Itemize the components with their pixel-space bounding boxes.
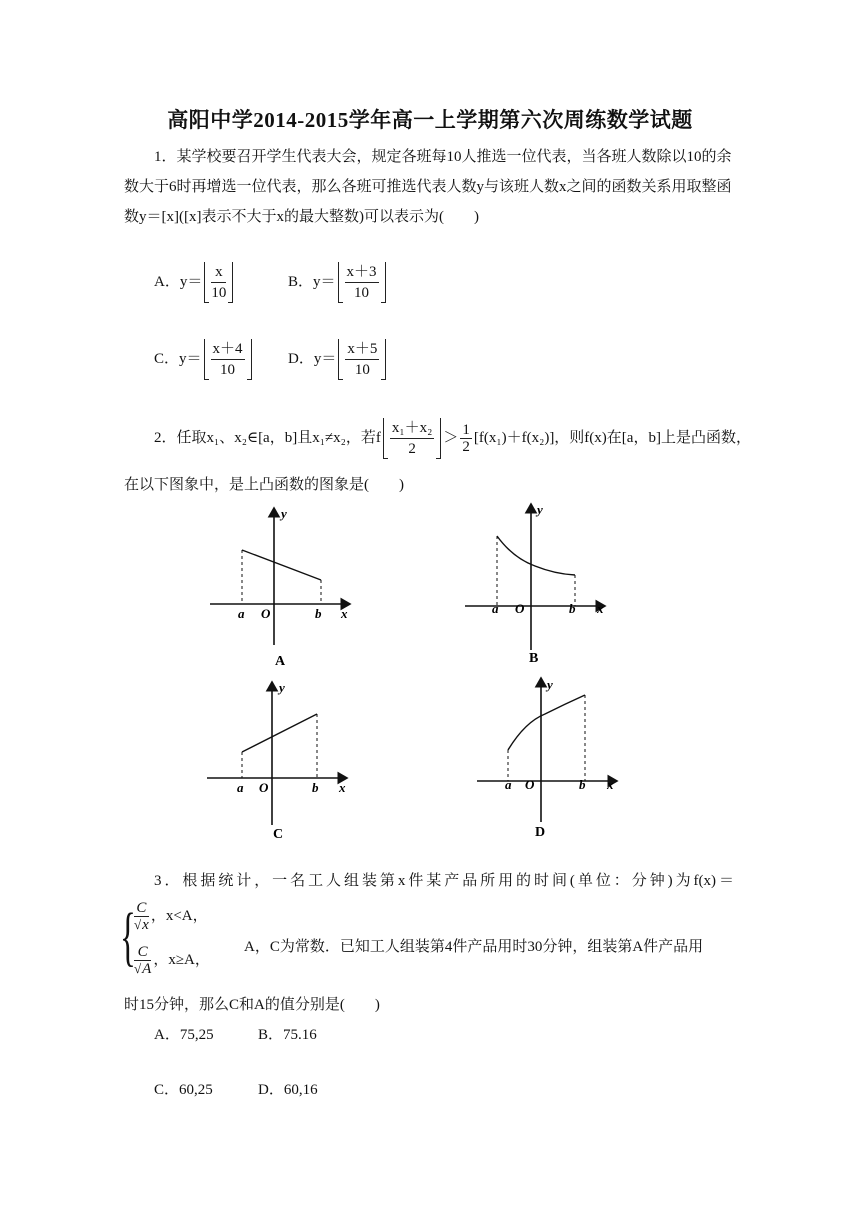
- option-label: C．y＝: [154, 350, 202, 367]
- q2-prefix: 2．任取x₁、x₂∈[a，b]且x₁≠x₂，若f: [154, 429, 381, 446]
- origin-label: O: [259, 780, 269, 795]
- brace-icon: {: [120, 900, 136, 973]
- b-label: b: [579, 777, 586, 792]
- y-label: y: [547, 677, 553, 692]
- fraction-numerator: x₁＋x₂: [390, 418, 434, 439]
- q3-option-a[interactable]: A．75,25: [154, 1027, 214, 1043]
- fraction-denominator: 10: [211, 285, 227, 301]
- q1-option-b[interactable]: [288, 262, 388, 303]
- fraction-denominator: 2: [462, 439, 470, 455]
- floor-fraction: [338, 339, 386, 380]
- graph-d-label: D: [535, 825, 546, 840]
- b-label: b: [312, 780, 319, 795]
- floor-fraction: [204, 262, 233, 303]
- question-2-line1: [154, 418, 751, 459]
- q3-option-d[interactable]: D．60,16: [258, 1082, 318, 1098]
- q2-suffix: [f(x₁)＋f(x₂)]，则f(x)在[a，b]上是凸函数，: [473, 429, 751, 446]
- graph-a-label: A: [275, 654, 286, 669]
- floor-fraction: [338, 262, 386, 303]
- x-label: x: [597, 601, 604, 616]
- fraction-numerator: 1: [462, 422, 470, 438]
- case-1: [132, 900, 208, 933]
- graph-d[interactable]: [477, 677, 617, 840]
- half-fraction: [460, 422, 472, 455]
- b-label: b: [569, 601, 576, 616]
- page-title: 高阳中学2014-2015学年高一上学期第六次周练数学试题: [167, 108, 693, 132]
- origin-label: O: [525, 777, 535, 792]
- q1-option-d[interactable]: [288, 339, 388, 380]
- a-label: a: [238, 606, 245, 621]
- case-1-condition: ，x<A，: [150, 907, 208, 924]
- floor-fraction: [204, 339, 252, 380]
- sqrt-content: A: [142, 961, 152, 977]
- case-2-condition: ，x≥A，: [153, 951, 210, 968]
- y-label: y: [281, 506, 287, 521]
- a-label: a: [492, 601, 499, 616]
- q2-greater: ＞: [443, 429, 459, 446]
- x-label: x: [339, 780, 346, 795]
- fraction-denominator: 10: [354, 285, 370, 301]
- fraction-denominator: √A: [134, 961, 152, 977]
- fraction-denominator: 10: [354, 362, 370, 378]
- a-label: a: [505, 777, 512, 792]
- question-1-text: 1．某学校要召开学生代表大会，规定各班每10人推选一位代表，当各班人数除以10的余数大于6时再增选一位代表，那么各班可推选代表人数y与该班人数x之间的函数关系用取整函数y＝[x]([x]表示不大于x的最大整数)可以表示为( ): [124, 149, 732, 225]
- b-label: b: [315, 606, 322, 621]
- case-2: [132, 944, 210, 977]
- q3-option-b[interactable]: B．75.16: [258, 1027, 317, 1043]
- sqrt-content: x: [142, 917, 149, 933]
- fraction-numerator: C: [134, 944, 151, 961]
- fraction-numerator: x＋5: [345, 339, 379, 360]
- question-3-line1: 3．根据统计，一名工人组装第x件某产品所用的时间(单位：分钟)为f(x)＝: [154, 873, 734, 889]
- question-3-line3: 时15分钟，那么C和A的值分别是( ): [124, 997, 380, 1013]
- option-label: B．y＝: [288, 273, 336, 290]
- q2-graphs: [195, 500, 635, 850]
- fraction-numerator: x: [211, 262, 226, 283]
- graph-a[interactable]: [210, 506, 350, 669]
- fraction-denominator: √x: [134, 917, 149, 933]
- fraction-denominator: 10: [220, 362, 236, 378]
- graph-b-label: B: [529, 651, 539, 666]
- graph-c-label: C: [273, 827, 284, 842]
- question-2-line2: 在以下图象中，是上凸函数的图象是( ): [124, 477, 404, 493]
- origin-label: O: [515, 601, 525, 616]
- origin-label: O: [261, 606, 271, 621]
- y-label: y: [279, 680, 285, 695]
- option-label: D．y＝: [288, 350, 337, 367]
- q1-option-a[interactable]: [154, 262, 235, 303]
- option-label: A．y＝: [154, 273, 203, 290]
- graph-b[interactable]: [465, 502, 605, 666]
- fraction-numerator: C: [134, 900, 149, 917]
- x-label: x: [341, 606, 348, 621]
- y-label: y: [537, 502, 543, 517]
- piecewise-function: [120, 900, 240, 982]
- x-label: x: [607, 777, 614, 792]
- q1-option-c[interactable]: [154, 339, 254, 380]
- floor-fraction: [383, 418, 441, 459]
- fraction-numerator: x＋3: [345, 262, 379, 283]
- question-3-line2: A，C为常数．已知工人组装第4件产品用时30分钟，组装第A件产品用: [244, 939, 704, 955]
- fraction-numerator: x＋4: [211, 339, 245, 360]
- fraction-denominator: 2: [408, 441, 416, 457]
- a-label: a: [237, 780, 244, 795]
- q3-option-c[interactable]: C．60,25: [154, 1082, 213, 1098]
- graph-c[interactable]: [207, 680, 347, 842]
